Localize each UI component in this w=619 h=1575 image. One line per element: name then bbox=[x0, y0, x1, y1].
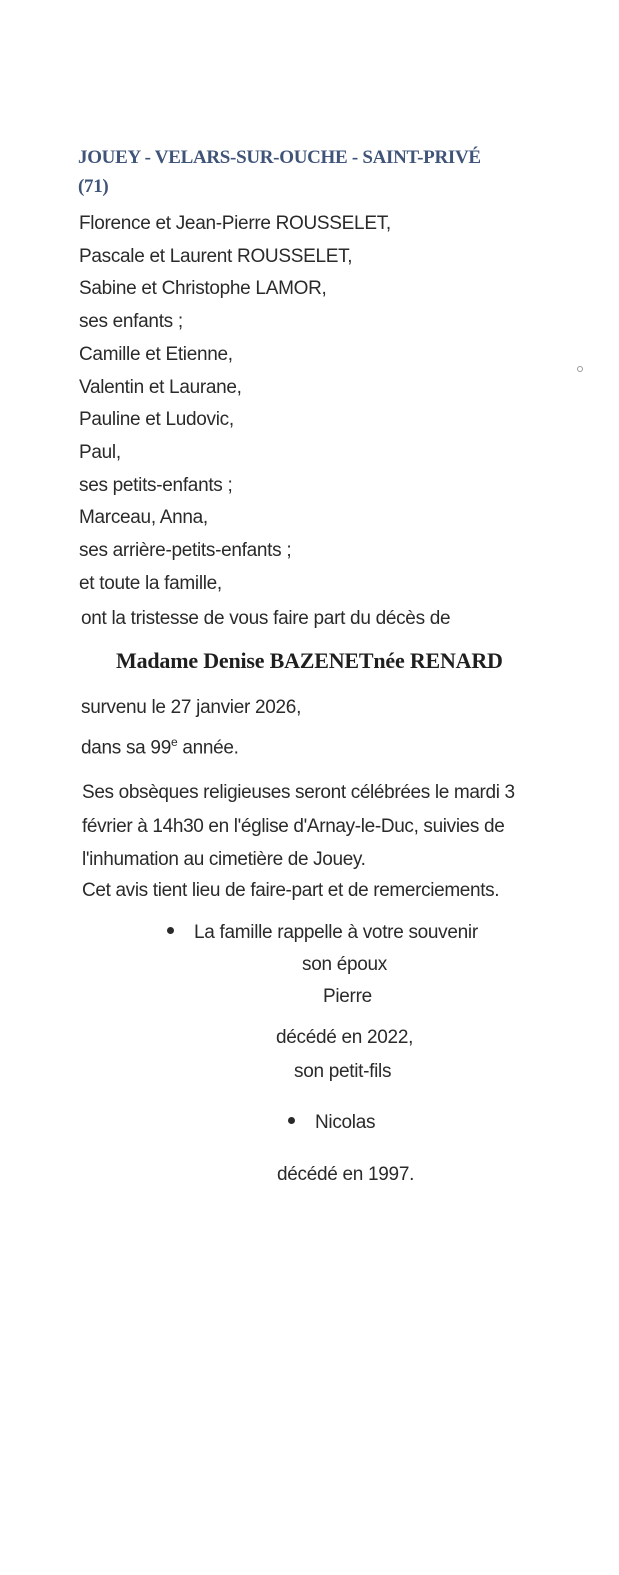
family-line: et toute la famille, bbox=[79, 572, 222, 594]
family-line: Florence et Jean-Pierre ROUSSELET, bbox=[79, 213, 391, 234]
notice-header bbox=[78, 143, 538, 201]
age-superscript: e bbox=[170, 735, 178, 749]
deceased-name: Madame Denise BAZENETnée RENARD bbox=[116, 648, 503, 673]
memory-line-3: Pierre bbox=[323, 986, 372, 1007]
death-details bbox=[81, 691, 301, 765]
memory-item bbox=[288, 1112, 375, 1134]
location-line-1: JOUEY - VELARS-SUR-OUCHE - SAINT-PRIVÉ bbox=[78, 147, 481, 168]
bullet-icon bbox=[288, 1117, 295, 1124]
family-line: Paul, bbox=[79, 441, 121, 463]
family-line: Pauline et Ludovic, bbox=[79, 409, 234, 431]
death-age bbox=[81, 725, 301, 765]
memory-line-6: Nicolas bbox=[315, 1112, 376, 1133]
family-line: Valentin et Laurane, bbox=[79, 376, 242, 398]
funeral-line-2: février à 14h30 en l'église d'Arnay-le-Duc, suivies de bbox=[82, 815, 505, 837]
memory-line-5: son petit-fils bbox=[294, 1061, 392, 1082]
family-list bbox=[79, 208, 391, 600]
family-line: Pascale et Laurent ROUSSELET, bbox=[79, 245, 353, 267]
memory-line-4: décédé en 2022, bbox=[276, 1027, 414, 1048]
family-line: Marceau, Anna, bbox=[79, 507, 208, 529]
memory-line-7: décédé en 1997. bbox=[277, 1164, 415, 1185]
family-line: ses enfants ; bbox=[79, 311, 183, 333]
location-line-2: (71) bbox=[78, 176, 109, 197]
family-line: ses arrière-petits-enfants ; bbox=[79, 540, 292, 562]
family-line: ses petits-enfants ; bbox=[79, 474, 233, 496]
family-line: Camille et Etienne, bbox=[79, 343, 233, 365]
funeral-line-1: Ses obsèques religieuses seront célébrées le mardi 3 bbox=[82, 782, 515, 803]
funeral-line-4: Cet avis tient lieu de faire-part et de remerciements. bbox=[82, 879, 500, 901]
funeral-details bbox=[82, 776, 552, 907]
announcement-intro: ont la tristesse de vous faire part du décès de bbox=[81, 608, 451, 629]
age-prefix: dans sa 99 bbox=[81, 737, 171, 759]
age-suffix: année. bbox=[177, 737, 239, 759]
memory-line-1: La famille rappelle à votre souvenir bbox=[194, 922, 478, 943]
memory-line-2: son époux bbox=[302, 954, 387, 975]
memory-item bbox=[167, 922, 478, 944]
bullet-icon bbox=[167, 927, 174, 934]
family-line: Sabine et Christophe LAMOR, bbox=[79, 278, 327, 300]
stray-dot-mark bbox=[577, 366, 583, 372]
funeral-line-3: l'inhumation au cimetière de Jouey. bbox=[82, 849, 366, 870]
death-date: survenu le 27 janvier 2026, bbox=[81, 697, 302, 718]
